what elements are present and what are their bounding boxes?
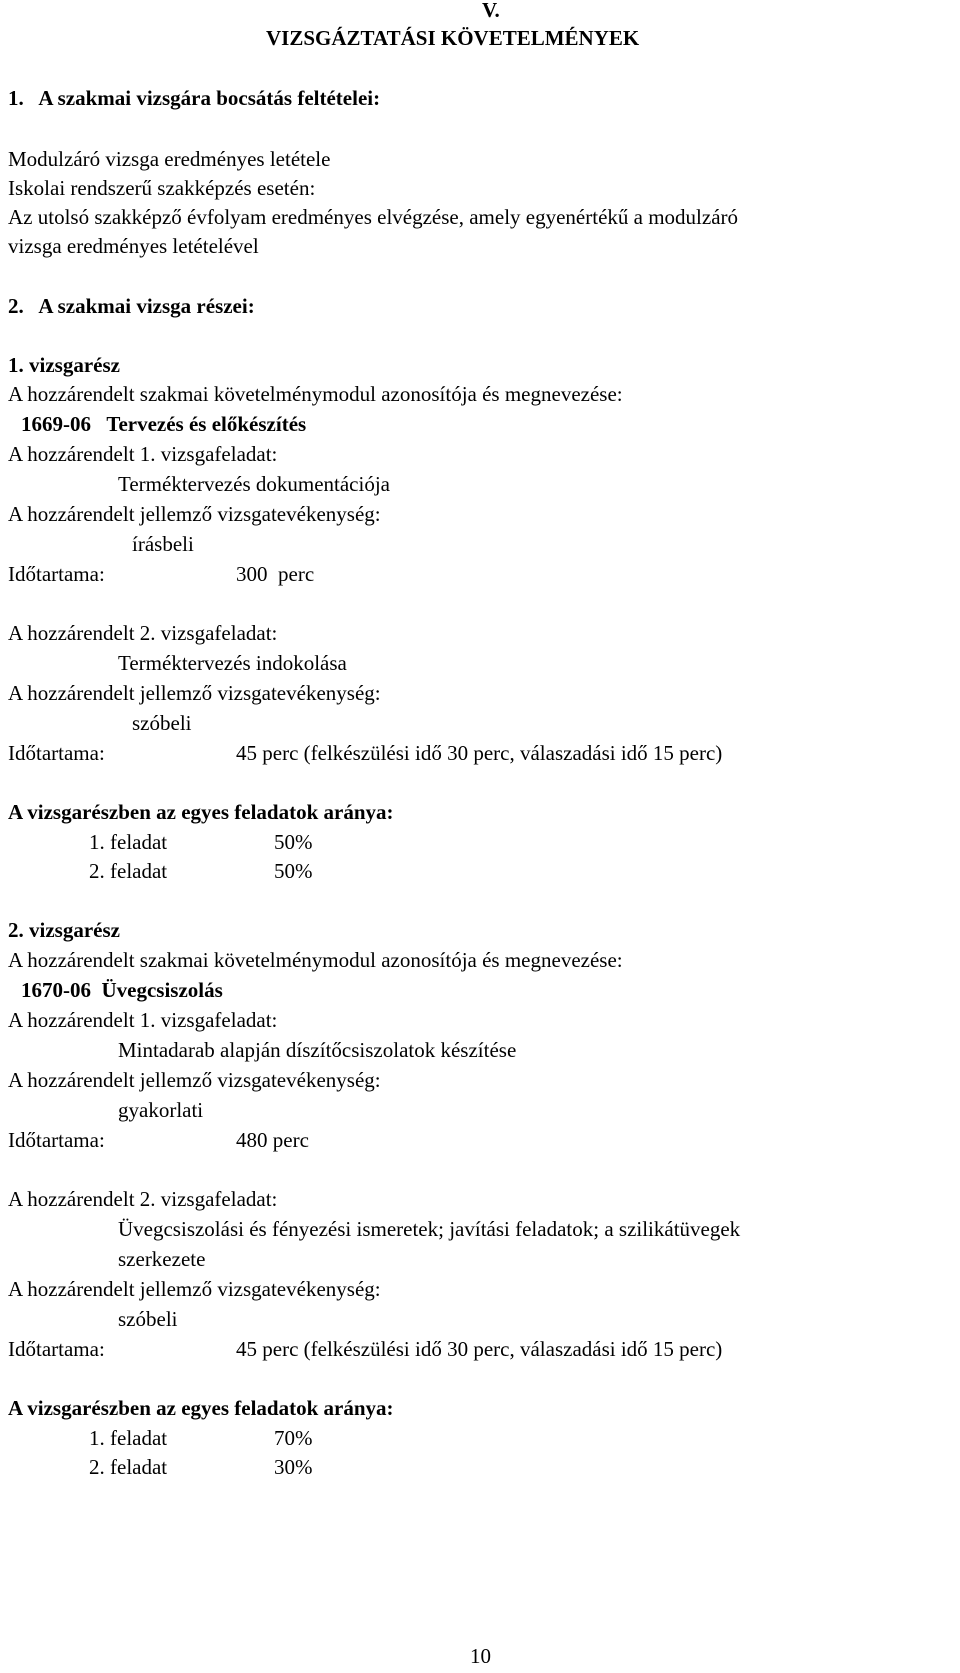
- part-2-task-2-duration-label: Időtartama:: [8, 1337, 105, 1361]
- part-1-task-1-duration-label: Időtartama:: [8, 562, 105, 586]
- part-2-ratio-heading: A vizsgarészben az egyes feladatok aránya:: [8, 1396, 394, 1420]
- part-2-task-1-intro: A hozzárendelt 1. vizsgafeladat:: [8, 1008, 278, 1032]
- part-1-task-1-activity-intro: A hozzárendelt jellemző vizsgatevékenység:: [8, 502, 381, 526]
- ratio-task-label: 1. feladat: [89, 1426, 168, 1450]
- part-1-ratio-heading: A vizsgarészben az egyes feladatok aránya:: [8, 800, 394, 824]
- part-2-task-1-activity-intro: A hozzárendelt jellemző vizsgatevékenység:: [8, 1068, 381, 1092]
- page-number: 10: [470, 1644, 491, 1668]
- section-1-line: Modulzáró vizsga eredményes letétele: [8, 147, 331, 171]
- part-1-title: 1. vizsgarész: [8, 353, 120, 377]
- part-2-task-1-duration-label: Időtartama:: [8, 1128, 105, 1152]
- part-2-task-2-name-cont: szerkezete: [118, 1247, 206, 1271]
- part-1-task-1-activity: írásbeli: [132, 532, 194, 556]
- part-1-task-2-duration-label: Időtartama:: [8, 741, 105, 765]
- part-2-module-intro: A hozzárendelt szakmai követelménymodul azonosítója és megnevezése:: [8, 948, 623, 972]
- part-1-module: 1669-06 Tervezés és előkészítés: [21, 412, 307, 436]
- section-1-line: Az utolsó szakképző évfolyam eredményes elvégzése, amely egyenértékű a modulzáró: [8, 205, 739, 229]
- section-1-line: vizsga eredményes letételével: [8, 234, 259, 258]
- section-2-heading: 2. A szakmai vizsga részei:: [8, 294, 255, 318]
- part-1-task-2-intro: A hozzárendelt 2. vizsgafeladat:: [8, 621, 278, 645]
- part-2-task-2-name: Üvegcsiszolási és fényezési ismeretek; javítási feladatok; a szilikátüvegek: [118, 1217, 741, 1241]
- part-1-task-2-name: Terméktervezés indokolása: [118, 651, 347, 675]
- part-2-task-2-activity-intro: A hozzárendelt jellemző vizsgatevékenység:: [8, 1277, 381, 1301]
- page-title: VIZSGÁZTATÁSI KÖVETELMÉNYEK: [266, 26, 640, 50]
- part-2-task-1-name: Mintadarab alapján díszítőcsiszolatok készítése: [118, 1038, 517, 1062]
- part-1-task-2-duration: 45 perc (felkészülési idő 30 perc, válaszadási idő 15 perc): [236, 741, 723, 765]
- ratio-task-label: 1. feladat: [89, 830, 168, 854]
- part-2-task-1-duration: 480 perc: [236, 1128, 309, 1152]
- part-1-task-2-activity-intro: A hozzárendelt jellemző vizsgatevékenység:: [8, 681, 381, 705]
- part-1-task-1-intro: A hozzárendelt 1. vizsgafeladat:: [8, 442, 278, 466]
- part-1-module-intro: A hozzárendelt szakmai követelménymodul azonosítója és megnevezése:: [8, 382, 623, 406]
- chapter-number: V.: [482, 0, 500, 22]
- ratio-task-label: 2. feladat: [89, 859, 168, 883]
- ratio-task-label: 2. feladat: [89, 1455, 168, 1479]
- part-1-task-1-duration: 300 perc: [236, 562, 315, 586]
- part-2-task-2-intro: A hozzárendelt 2. vizsgafeladat:: [8, 1187, 278, 1211]
- ratio-value: 50%: [274, 830, 313, 854]
- section-1-heading: 1. A szakmai vizsgára bocsátás feltételei:: [8, 86, 381, 110]
- ratio-value: 30%: [274, 1455, 313, 1479]
- ratio-value: 70%: [274, 1426, 313, 1450]
- part-2-task-2-activity: szóbeli: [118, 1307, 178, 1331]
- ratio-value: 50%: [274, 859, 313, 883]
- section-1-line: Iskolai rendszerű szakképzés esetén:: [8, 176, 316, 200]
- part-2-module: 1670-06 Üvegcsiszolás: [21, 978, 223, 1002]
- part-1-task-1-name: Terméktervezés dokumentációja: [118, 472, 390, 496]
- part-2-task-2-duration: 45 perc (felkészülési idő 30 perc, válaszadási idő 15 perc): [236, 1337, 723, 1361]
- part-1-task-2-activity: szóbeli: [132, 711, 192, 735]
- part-2-title: 2. vizsgarész: [8, 918, 120, 942]
- part-2-task-1-activity: gyakorlati: [118, 1098, 204, 1122]
